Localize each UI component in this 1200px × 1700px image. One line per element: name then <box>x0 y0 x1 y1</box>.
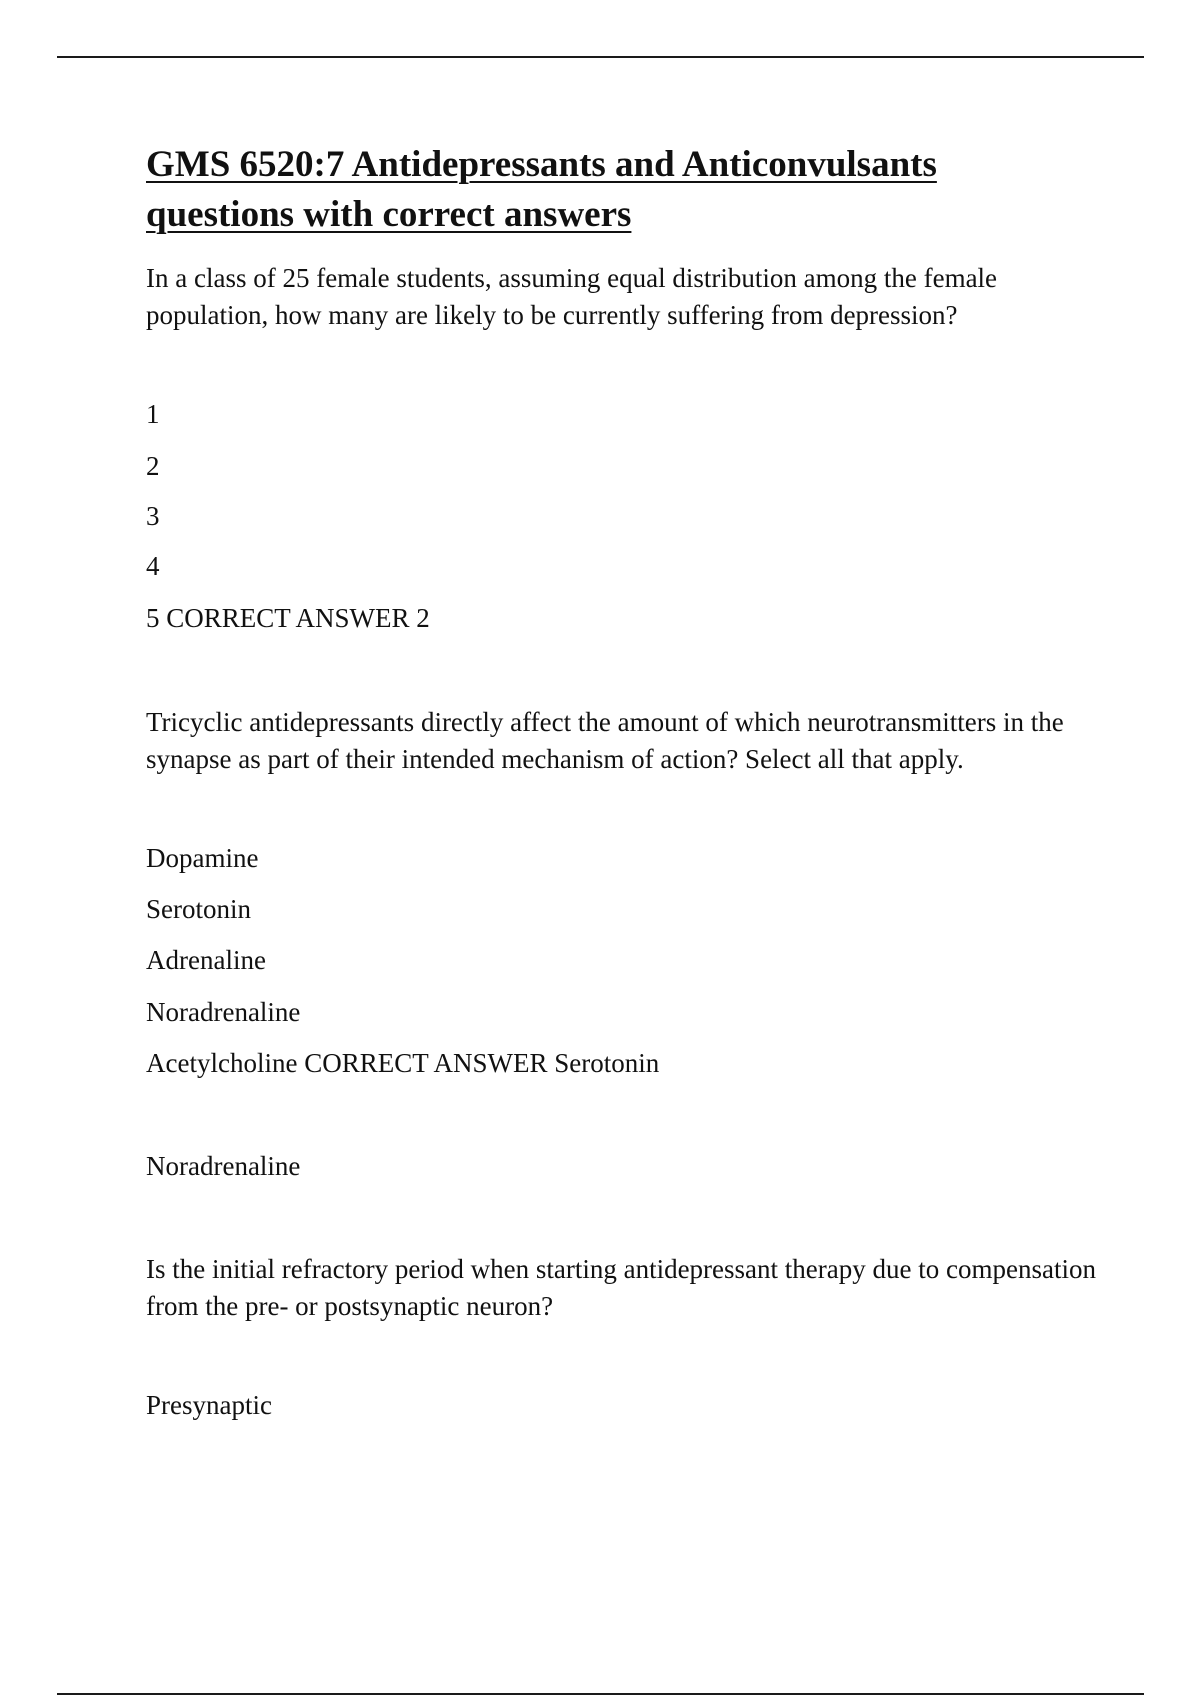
q2-option-2: Serotonin <box>146 894 251 924</box>
q1-option-4: 4 <box>146 551 160 581</box>
q2-option-5-answer: Acetylcholine CORRECT ANSWER Serotonin <box>146 1048 660 1078</box>
q1-option-5-answer: 5 CORRECT ANSWER 2 <box>146 603 430 633</box>
title-line-1: GMS 6520:7 Antidepressants and Anticonvulsants <box>146 144 937 185</box>
q2-answer-continued: Noradrenaline <box>146 1151 301 1181</box>
q1-option-2: 2 <box>146 451 160 481</box>
document-title <box>146 140 1106 240</box>
q3-answer: Presynaptic <box>146 1390 272 1420</box>
question-2-text: Tricyclic antidepressants directly affect the amount of which neurotransmitters in the synapse as part of their intended mechanism of action? Select all that apply. <box>146 707 1064 774</box>
q2-option-4: Noradrenaline <box>146 997 301 1027</box>
q1-option-3: 3 <box>146 501 160 531</box>
bottom-rule <box>57 1693 1144 1695</box>
q2-option-3: Adrenaline <box>146 945 266 975</box>
question-3-text: Is the initial refractory period when starting antidepressant therapy due to compensation from the pre- or postsynaptic neuron? <box>146 1254 1096 1321</box>
title-line-2: questions with correct answers <box>146 194 632 235</box>
q1-option-1: 1 <box>146 399 160 429</box>
top-rule <box>57 56 1144 58</box>
question-1-text: In a class of 25 female students, assuming equal distribution among the female population, how many are likely to be currently suffering from depression? <box>146 263 998 330</box>
document-page <box>146 140 1106 1420</box>
q2-option-1: Dopamine <box>146 843 259 873</box>
